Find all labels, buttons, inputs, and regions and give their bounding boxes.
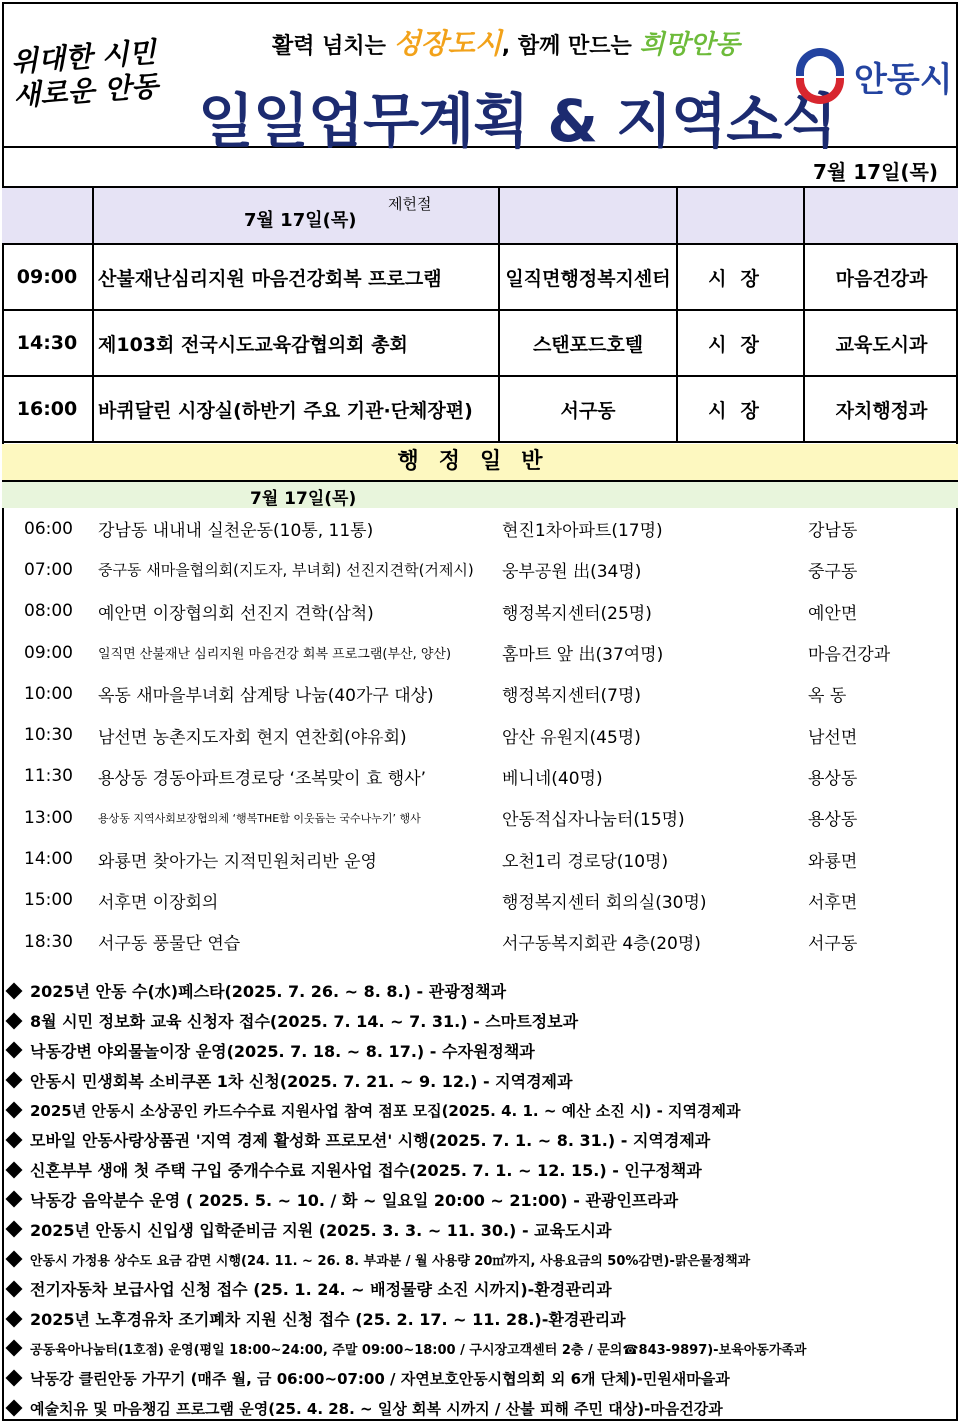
admin-place: 암산 유원지(45명) [502, 727, 641, 748]
schedule-dept: 자치행정과 [835, 399, 928, 422]
schedule-time: 16:00 [2, 377, 94, 441]
admin-desc: 남선면 농촌지도자회 현지 연찬회(야유회) [98, 727, 407, 748]
admin-dept: 남선면 [808, 727, 858, 748]
notice-item [2, 1006, 958, 1036]
city-logo [792, 46, 953, 106]
schedule-attendee: 시장 [678, 377, 805, 441]
schedule-header-holiday: 제헌절 [388, 195, 432, 213]
schedule-row [2, 311, 958, 377]
admin-place: 안동적십자나눔터(15명) [502, 810, 685, 831]
admin-row [2, 673, 958, 714]
admin-time: 08:00 [24, 601, 73, 622]
admin-row [2, 880, 958, 921]
header [2, 2, 958, 155]
admin-place: 베니네(40명) [502, 768, 603, 789]
admin-time: 13:00 [24, 807, 73, 828]
schedule-title: 산불재난심리지원 마음건강회복 프로그램 [94, 245, 500, 309]
diamond-bullet-icon [6, 1131, 23, 1148]
schedule-header-date: 7월 17일(목) [244, 210, 357, 231]
admin-desc: 용상동 지역사회보장협의체 ‘행복THE함 이웃돕는 국수나누기’ 행사 [98, 811, 421, 825]
admin-dept: 마음건강과 [808, 645, 891, 666]
admin-desc: 강남동 내내내 실천운동(10통, 11통) [98, 521, 374, 542]
date-row [2, 148, 958, 188]
admin-time: 14:00 [24, 849, 73, 870]
schedule-time: 09:00 [2, 245, 94, 309]
notice-item [2, 1304, 958, 1334]
mayor-schedule-table [2, 188, 958, 443]
admin-date-row [2, 482, 958, 508]
notice-text: 안동시 가정용 상수도 요금 감면 시행(24. 11. ~ 26. 8. 부과분 / 월 사용량 20㎥까지, 사용요금의 50%감면)-맑은물정책과 [30, 1253, 751, 1269]
city-logo-text: 안동시 [854, 59, 953, 100]
admin-place: 행정복지센터(25명) [502, 603, 652, 624]
admin-date: 7월 17일(목) [250, 489, 357, 509]
diamond-bullet-icon [6, 1102, 23, 1119]
admin-row [2, 797, 958, 838]
notice-item [2, 1095, 958, 1125]
admin-dept: 용상동 [808, 810, 858, 831]
admin-dept: 옥 동 [808, 686, 847, 707]
admin-dept: 강남동 [808, 521, 858, 542]
notice-text: 공동육아나눔터(1호점) 운영(평일 18:00~24:00, 주말 09:00~18:00 / 구시장고객센터 2층 / 문의☎843-9897)-보육아동가족과 [30, 1342, 807, 1358]
schedule-title: 바퀴달린 시장실(하반기 주요 기관·단체장편) [94, 377, 500, 441]
notice-item [2, 1244, 958, 1274]
schedule-header-cell [2, 188, 94, 243]
schedule-place: 서구동 [500, 377, 678, 441]
diamond-bullet-icon [6, 1280, 23, 1297]
admin-place: 서구동복지회관 4층(20명) [502, 934, 701, 955]
admin-time: 07:00 [24, 559, 73, 580]
notice-text: 신혼부부 생애 첫 주택 구입 중개수수료 지원사업 접수(2025. 7. 1. ~ 12. 15.) - 인구정책과 [30, 1161, 702, 1181]
admin-desc: 서후면 이장회의 [98, 892, 219, 913]
diamond-bullet-icon [6, 1221, 23, 1238]
schedule-place: 스탠포드호텔 [500, 311, 678, 375]
admin-time: 10:00 [24, 683, 73, 704]
diamond-bullet-icon [6, 982, 23, 999]
diamond-bullet-icon [6, 1191, 23, 1208]
admin-row [2, 508, 958, 549]
notice-item [2, 1065, 958, 1095]
schedule-dept: 마음건강과 [835, 267, 928, 290]
schedule-place: 일직면행정복지센터 [500, 245, 678, 309]
schedule-header-cell [500, 188, 678, 243]
notice-list [2, 976, 958, 1423]
notice-item [2, 1214, 958, 1244]
notice-item [2, 1334, 958, 1364]
city-logo-icon [792, 46, 848, 106]
diamond-bullet-icon [6, 1340, 23, 1357]
schedule-dept: 교육도시과 [835, 333, 928, 356]
schedule-title: 제103회 전국시도교육감협의회 총회 [94, 311, 500, 375]
schedule-header-cell [678, 188, 805, 243]
notice-item [2, 1155, 958, 1185]
schedule-attendee: 시장 [678, 311, 805, 375]
admin-time: 15:00 [24, 890, 73, 911]
admin-time: 18:30 [24, 931, 73, 952]
report-date: 7월 17일(목) [813, 160, 938, 184]
notice-item [2, 1036, 958, 1066]
diamond-bullet-icon [6, 1370, 23, 1387]
notice-text: 2025년 노후경유차 조기폐차 지원 신청 접수 (25. 2. 17. ~ 11. 28.)-환경관리과 [30, 1310, 626, 1330]
diamond-bullet-icon [6, 1310, 23, 1327]
admin-row [2, 838, 958, 879]
notice-text: 안동시 민생회복 소비쿠폰 1차 신청(2025. 7. 21. ~ 9. 12.) - 지역경제과 [30, 1071, 573, 1091]
notice-text: 전기자동차 보급사업 신청 접수 (25. 1. 24. ~ 배정물량 소진 시까지)-환경관리과 [30, 1280, 612, 1300]
notice-item [2, 976, 958, 1006]
notice-text: 2025년 안동시 소상공인 카드수수료 지원사업 참여 점포 모집(2025. 4. 1. ~ 예산 소진 시) - 지역경제과 [30, 1101, 741, 1120]
schedule-header-cell [805, 188, 958, 243]
admin-desc: 중구동 새마을협의회(지도자, 부녀회) 선진지견학(거제시) [98, 561, 474, 580]
schedule-attendee: 시장 [678, 245, 805, 309]
notice-text: 낙동강 음악분수 운영 ( 2025. 5. ~ 10. / 화 ~ 일요일 20:00 ~ 21:00) - 관광인프라과 [30, 1190, 679, 1210]
slogan-top-part3: , 함께 만드는 [501, 34, 640, 59]
notice-item [2, 1363, 958, 1393]
notice-item [2, 1274, 958, 1304]
admin-time: 11:30 [24, 766, 73, 787]
notice-text: 예술치유 및 마음챙김 프로그램 운영(25. 4. 28. ~ 일상 회복 시까지 / 산불 피해 주민 대상)-마음건강과 [30, 1399, 723, 1418]
notice-text: 2025년 안동시 신입생 입학준비금 지원 (2025. 3. 3. ~ 11. 30.) - 교육도시과 [30, 1220, 612, 1240]
admin-place: 행정복지센터 회의실(30명) [502, 892, 707, 913]
admin-schedule-list [2, 508, 958, 962]
diamond-bullet-icon [6, 1042, 23, 1059]
admin-row [2, 549, 958, 590]
admin-place: 웅부공원 出(34명) [502, 562, 642, 583]
notice-text: 2025년 안동 수(水)페스타(2025. 7. 26. ~ 8. 8.) - 관광정책과 [30, 982, 507, 1002]
notice-text: 낙동강변 야외물놀이장 운영(2025. 7. 18. ~ 8. 17.) - 수자원정책과 [30, 1041, 535, 1061]
diamond-bullet-icon [6, 1251, 23, 1268]
admin-place: 홈마트 앞 出(37여명) [502, 645, 664, 666]
slogan-left: 위대한 시민 새로운 안동 [9, 35, 160, 113]
diamond-bullet-icon [6, 1072, 23, 1089]
admin-dept: 예안면 [808, 603, 858, 624]
admin-dept: 서구동 [808, 934, 858, 955]
schedule-header-row [2, 188, 958, 245]
notice-item [2, 1185, 958, 1215]
page-title: 일일업무계획 & 지역소식 [198, 87, 837, 155]
admin-section-title: 행정일반 [2, 444, 958, 482]
schedule-header-cell [94, 188, 500, 243]
schedule-row [2, 377, 958, 443]
slogan-top-highlight2: 희망안동 [639, 30, 740, 60]
schedule-time: 14:30 [2, 311, 94, 375]
admin-time: 10:30 [24, 725, 73, 746]
admin-place: 행정복지센터(7명) [502, 686, 642, 707]
notice-item [2, 1393, 958, 1423]
admin-dept: 중구동 [808, 562, 858, 583]
notice-text: 모바일 안동사랑상품권 '지역 경제 활성화 프로모션' 시행(2025. 7. 1. ~ 8. 31.) - 지역경제과 [30, 1131, 711, 1151]
admin-row [2, 756, 958, 797]
admin-row [2, 632, 958, 673]
admin-dept: 용상동 [808, 768, 858, 789]
admin-row [2, 591, 958, 632]
admin-dept: 와룡면 [808, 851, 858, 872]
schedule-row [2, 245, 958, 311]
slogan-top-highlight1: 성장도시 [393, 27, 502, 60]
notice-text: 8월 시민 정보화 교육 신청자 접수(2025. 7. 14. ~ 7. 31.) - 스마트정보과 [30, 1012, 579, 1032]
admin-desc: 서구동 풍물단 연습 [98, 934, 241, 955]
admin-time: 06:00 [24, 518, 73, 539]
notice-item [2, 1125, 958, 1155]
admin-desc: 와룡면 찾아가는 지적민원처리반 운영 [98, 851, 377, 872]
slogan-top [272, 22, 740, 62]
admin-desc: 예안면 이장협의회 선진지 견학(삼척) [98, 603, 374, 624]
admin-place: 현진1차아파트(17명) [502, 521, 663, 542]
admin-desc: 용상동 경동아파트경로당 ‘조복맞이 효 행사’ [98, 768, 427, 789]
admin-dept: 서후면 [808, 892, 858, 913]
diamond-bullet-icon [6, 1400, 23, 1417]
admin-row [2, 714, 958, 755]
admin-desc: 일직면 산불재난 심리지원 마음건강 회복 프로그램(부산, 양산) [98, 647, 452, 663]
admin-time: 09:00 [24, 642, 73, 663]
diamond-bullet-icon [6, 1012, 23, 1029]
diamond-bullet-icon [6, 1161, 23, 1178]
notice-text: 낙동강 클린안동 가꾸기 (매주 월, 금 06:00~07:00 / 자연보호안동시협의회 외 6개 단체)-민원새마을과 [30, 1369, 730, 1388]
admin-desc: 옥동 새마을부녀회 삼계탕 나눔(40가구 대상) [98, 686, 434, 707]
slogan-top-part1: 활력 넘치는 [272, 34, 394, 59]
admin-place: 오천1리 경로당(10명) [502, 851, 669, 872]
admin-row [2, 921, 958, 962]
